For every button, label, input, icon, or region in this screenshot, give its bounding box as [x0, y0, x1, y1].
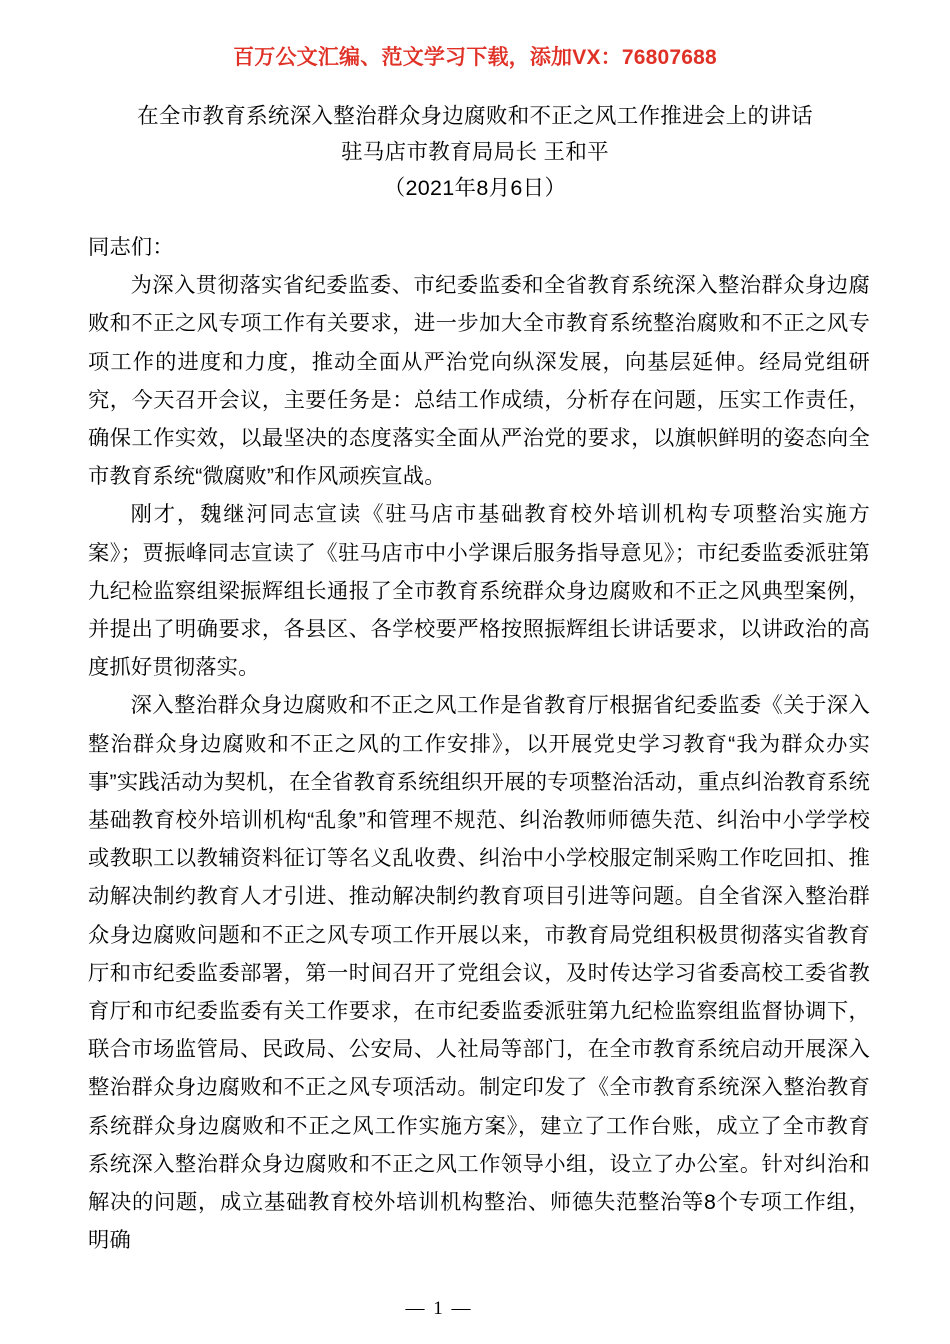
page-title: 在全市教育系统深入整治群众身边腐败和不正之风工作推进会上的讲话 [137, 104, 813, 128]
document-date: （2021年8月6日） [383, 176, 567, 200]
document-title-block [0, 98, 950, 206]
body-paragraph: 深入整治群众身边腐败和不正之风工作是省教育厅根据省纪委监委《关于深入整治群众身边腐败和不正之风的工作安排》，以开展党史学习教育“我为群众办实事”实践活动为契机，在全省教育系统组织开展的专项整治活动，重点纠治教育系统基础教育校外培训机构“乱象”和管理不规范、纠治教师师德失范、纠治中小学学校或教职工以教辅资料征订等名义乱收费、纠治中小学校服定制采购工作吃回扣、推动解决制约教育人才引进、推动解决制约教育项目引进等问题。自全省深入整治群众身边腐败问题和不正之风专项工作开展以来，市教育局党组积极贯彻落实省教育厅和市纪委监委部署，第一时间召开了党组会议，及时传达学习省委高校工委省教育厅和市纪委监委有关工作要求，在市纪委监委派驻第九纪检监察组监督协调下，联合市场监管局、民政局、公安局、人社局等部门，在全市教育系统启动开展深入整治群众身边腐败和不正之风专项活动。制定印发了《全市教育系统深入整治教育系统群众身边腐败和不正之风工作实施方案》，建立了工作台账，成立了全市教育系统深入整治群众身边腐败和不正之风工作领导小组，设立了办公室。针对纠治和解决的问题，成立基础教育校外培训机构整治、师德失范整治等8个专项工作组，明确 [88, 693, 870, 1253]
body-paragraph: 为深入贯彻落实省纪委监委、市纪委监委和全省教育系统深入整治群众身边腐败和不正之风专项工作有关要求，进一步加大全市教育系统整治腐败和不正之风专项工作的进度和力度，推动全面从严治党向纵深发展，向基层延伸。经局党组研究，今天召开会议，主要任务是：总结工作成绩，分析存在问题，压实工作责任，确保工作实效，以最坚决的态度落实全面从严治党的要求，以旗帜鲜明的姿态向全市教育系统“微腐败”和作风顽疾宣战。 [88, 273, 870, 489]
promo-watermark-text: 百万公文汇编、范文学习下载，添加VX：76807688 [233, 46, 717, 69]
document-body [88, 228, 870, 1259]
document-byline: 驻马店市教育局局长 王和平 [341, 140, 609, 164]
body-salutation: 同志们： [88, 235, 174, 259]
page-footer [0, 1296, 950, 1322]
page-number: — 1 — [405, 1298, 473, 1319]
body-paragraph: 刚才，魏继河同志宣读《驻马店市基础教育校外培训机构专项整治实施方案》；贾振峰同志宣读了《驻马店市中小学课后服务指导意见》；市纪委监委派驻第九纪检监察组梁振辉组长通报了全市教育系统群众身边腐败和不正之风典型案例，并提出了明确要求，各县区、各学校要严格按照振辉组长讲话要求，以讲政治的高度抓好贯彻落实。 [88, 502, 870, 680]
